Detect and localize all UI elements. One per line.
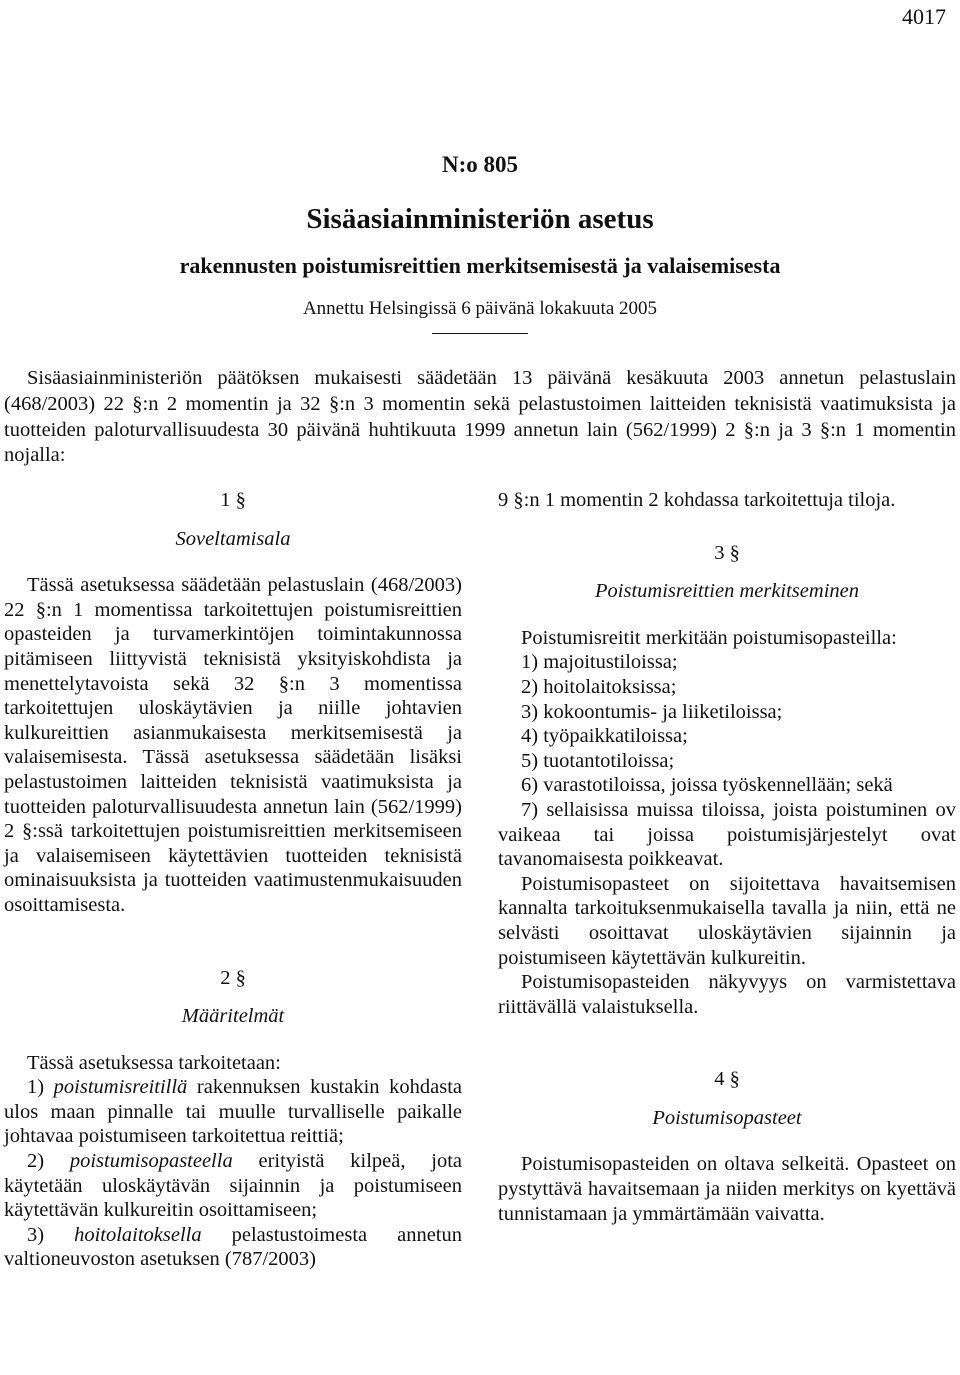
issued-date-line: Annettu Helsingissä 6 päivänä lokakuuta 2005	[302, 298, 658, 319]
list-item: 7) sellaisissa muissa tiloissa, joista poistuminen ov vaikeaa tai joissa poistumisjärjestelyt ovat tavanomaisesta poikkeavat.	[498, 798, 956, 871]
definition-term: hoitolaitoksella	[74, 1223, 202, 1246]
section-1-heading: Soveltamisala	[175, 527, 291, 550]
title-divider	[432, 333, 528, 334]
definition-item: 3) hoitolaitoksella pelastustoimesta annetun valtioneuvoston asetuksen (787/2003)	[4, 1223, 462, 1271]
section-2-number: 2 §	[220, 966, 246, 989]
definition-item: 2) poistumisopasteella erityistä kilpeä, jota käytetään uloskäytävän sijainnin ja poistumiseen käytettävän kulkureitin osoittamiseen;	[4, 1150, 462, 1222]
definition-term: poistumisopasteella	[69, 1150, 233, 1173]
right-column	[498, 488, 956, 1226]
section-3-intro: Poistumisreitit merkitään poistumisopasteilla:	[521, 626, 897, 649]
page-number: 4017	[902, 4, 946, 29]
list-item: 2) hoitolaitoksissa;	[521, 675, 677, 698]
decree-title: Sisäasiainministeriön asetus	[306, 203, 654, 235]
definition-item: 1) poistumisreitillä rakennuksen kustakin kohdasta ulos maan pinnalle tai muulle turvalliselle paikalle johtavaa poistumiseen tarkoitettua reittiä;	[4, 1076, 462, 1148]
decree-subtitle: rakennusten poistumisreittien merkitsemisestä ja valaisemisesta	[179, 253, 781, 278]
left-column	[4, 488, 462, 1272]
section-3-heading: Poistumisreittien merkitseminen	[595, 580, 859, 603]
section-4-number: 4 §	[714, 1068, 740, 1091]
section-1-text: Tässä asetuksessa säädetään pelastuslain (468/2003) 22 §:n 1 momentissa tarkoitettujen poistumisreittien opasteiden ja turvamerkintöjen toimintakunnossa pitämiseen liittyvistä teknisistä yksityiskohdista ja menettelytavoista sekä 32 §:n 3 momentissa tarkoitettujen uloskäytävien ja niille johtavien kulkureittien asianmukaisesta merkitsemisestä ja valaisemisesta. Tässä asetuksessa säädetään lisäksi pelastustoimen laitteiden teknisistä vaatimuksista ja tuotteiden paloturvallisuudesta annetun lain (562/1999) 2 §:ssä tarkoitettujen poistumisreittien merkitsemiseen ja valaisemiseen käytettävien tuotteiden teknisistä ominaisuuksista ja tuotteiden vaatimustenmukaisuuden osoittamisesta.	[4, 574, 462, 916]
list-item: 6) varastotiloissa, joissa työskennellään; sekä	[521, 774, 893, 797]
section-4-heading: Poistumisopasteet	[652, 1106, 802, 1129]
section-3-paragraph: Poistumisopasteiden näkyvyys on varmistettava riittävällä valaistuksella.	[498, 971, 956, 1018]
section-2-continuation: 9 §:n 1 momentin 2 kohdassa tarkoitettuja tiloja.	[498, 489, 896, 511]
section-1-number: 1 §	[220, 489, 246, 511]
list-item: 5) tuotantotiloissa;	[521, 749, 675, 772]
section-3-paragraph: Poistumisopasteet on sijoitettava havaitsemisen kannalta tarkoituksenmukaisella tavalla ja niin, että ne selvästi osoittavat uloskäytävien sijainnin ja poistumiseen käytettävän kulkureitin.	[498, 872, 956, 969]
list-item: 4) työpaikkatiloissa;	[521, 725, 688, 748]
act-number: N:o 805	[441, 152, 519, 177]
list-item: 1) majoitustiloissa;	[521, 651, 678, 674]
section-2-heading: Määritelmät	[181, 1005, 285, 1028]
section-3-number: 3 §	[714, 541, 740, 564]
list-item: 3) kokoontumis- ja liiketiloissa;	[521, 700, 783, 723]
definition-term: poistumisreitillä	[53, 1076, 188, 1099]
section-2-intro: Tässä asetuksessa tarkoitetaan:	[27, 1051, 281, 1074]
preamble: Sisäasiainministeriön päätöksen mukaisesti säädetään 13 päivänä kesäkuuta 2003 annetun pelastuslain (468/2003) 22 §:n 2 momentin ja 32 §:n 3 momentin sekä pelastustoimen laitteiden teknisistä vaatimuksista ja tuotteiden paloturvallisuudesta 30 päivänä huhtikuuta 1999 annetun lain (562/1999) 2 §:n ja 3 §:n 1 momentin nojalla:	[4, 367, 956, 467]
section-4-text: Poistumisopasteiden on oltava selkeitä. Opasteet on pystyttävä havaitsemaan ja niiden merkitys on kyettävä tunnistamaan ja ymmärtämään vaivatta.	[498, 1153, 956, 1225]
